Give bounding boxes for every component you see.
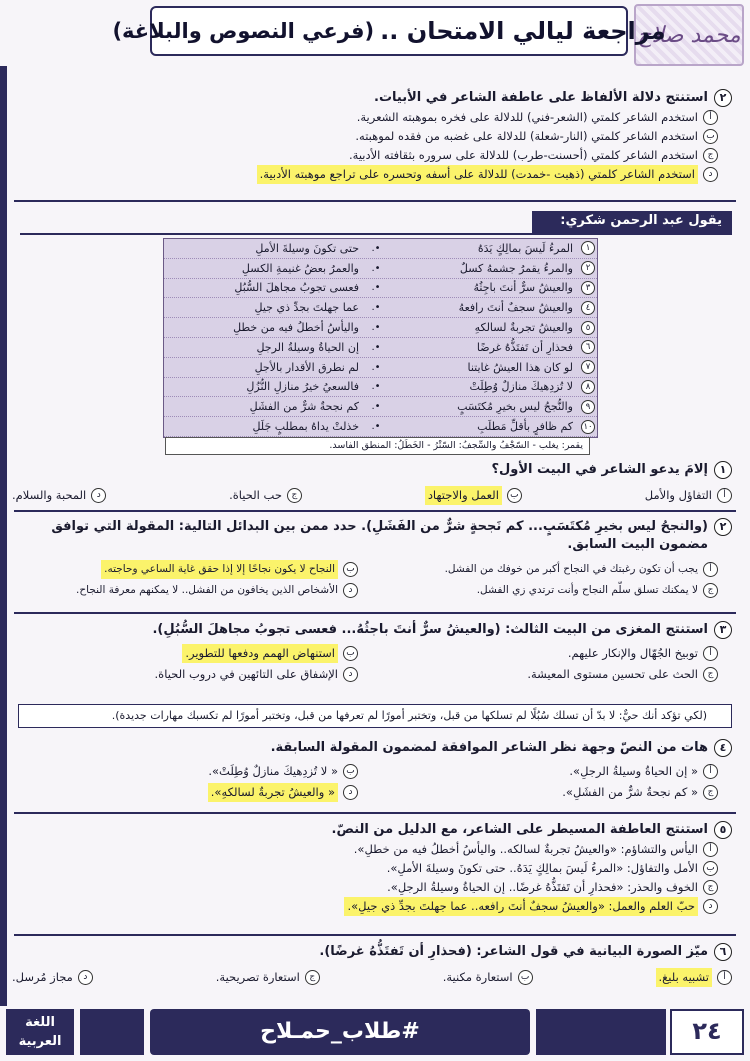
page-number: ٢٤ (670, 1009, 744, 1055)
option[interactable]: أ اليأس والتشاؤم: «والعيشُ تجربةٌ لسالكه.. واليأسُ أخطلُ فيه من خطلِ». (12, 840, 718, 859)
verse: ٣ والعيشُ سرٌّ أنتَ باجِثُهُ •. فعسى تجوبُ مجاهلَ السُّبُلِ (164, 279, 597, 299)
verse: ٢ والمرءُ يقمرُ جشمهُ كسلٌ •. والعمرُ بعضُ غنيمةِ الكسلِ (164, 259, 597, 279)
page-header (112, 6, 666, 56)
question-text: استنتج دلالة الألفاظ على عاطفة الشاعر في الأبيات. (374, 90, 708, 105)
question-text: استنتج المغزى من البيت الثالث: (والعيشُ سرٌّ أنتَ باجثُهُ... فعسى تجوبُ مجاهلَ السُّبُلِ). (152, 622, 708, 637)
option[interactable]: د المحبة والسلام. (12, 486, 106, 505)
section-divider (14, 200, 736, 202)
question-top (12, 88, 732, 184)
option[interactable]: أ توبيخ الجُهّال والإنكار عليهم. (372, 644, 718, 663)
verse: ٦ فحذارِ أن تَفتَذُّهُ غرضًا •. إن الحياةُ وسيلةُ الرجلِ (164, 338, 597, 358)
option[interactable]: أ « إن الحياةُ وسيلةُ الرجلِ». (372, 762, 718, 781)
question-text: استنتج العاطفة المسيطر على الشاعر، مع الدليل من النصّ. (331, 822, 708, 837)
option[interactable]: ب الأمل والتفاؤل: «المرءُ لَيسَ بمالِكٍ يَدَهُ.. حتى تكونَ وسيلةَ الأملِ». (12, 859, 718, 878)
footer-banner: #طلاب_حمـلاح (150, 1009, 530, 1055)
option[interactable]: ج « كم نجحةٌ شرٌّ من الفشَلِ». (372, 783, 718, 802)
section-divider (14, 510, 736, 512)
question-6: ٦ ميّز الصورة البيانية في قول الشاعر: (فحذارِ أن تَفتَذُّهُ غرضًا). أ تشبيه بليغ. ب استعارة مكنية. ج استعارة تصريحية. د مجاز مُرسل. (12, 942, 732, 987)
option-correct[interactable]: ب العمل والاجتهاد (425, 486, 522, 505)
option[interactable]: ج الخوف والحذر: «فحذارِ أن تَفتَذُّهُ غرضًا.. إن الحياةُ وسيلةُ الرجلِ». (12, 878, 718, 897)
option[interactable]: أ التفاؤل والأمل (645, 486, 732, 505)
question-number: ٢ (714, 89, 732, 107)
option-correct[interactable]: د حبّ العلم والعمل: «والعيشُ سجفٌ أنتَ رافعه.. عما جهلتَ بجدِّ ذي جيلِ». (12, 897, 718, 916)
verse: ٨ لا تُزدِهيكَ منازلٌ وُطِلَتْ •. فالسعيُ خيرُ منازلِ النُّزُلِ (164, 378, 597, 398)
quote-note: (لكي تؤكد أنك حيٌّ: لا بدّ أن تسلك سُبُلًا لم تسلكها من قبل، وتختبر أمورًا لم تعرفها من قبل، وتختبر أمورًا لم تكسبك مهارات جديدة). (18, 704, 732, 728)
option-correct[interactable]: ب النجاح لا يكون نجاحًا إلا إذا حقق غاية الساعي وحاجته. (12, 560, 358, 579)
verse: ١٠ كم ظافرٍ بأقلِّ مَطلَبِ •. خذلتْ يداهُ بمطلبٍ جَلَلِ (164, 417, 597, 437)
verse: ٤ والعيشُ سجفٌ أنتَ رافعهُ •. عما جهلتَ بجدِّ ذي جيلِ (164, 298, 597, 318)
option-correct[interactable]: د استخدم الشاعر كلمتي (ذهبت -خمدت) للدلالة على أسفه وتحسره على تراجع موهبته الأدبية. (12, 165, 718, 184)
option[interactable]: ج استعارة تصريحية. (216, 968, 320, 987)
option[interactable]: د الأشخاص الذين يخافون من الفشل.. لا يمكنهم معرفة النجاح. (12, 581, 358, 600)
option-correct[interactable]: د « والعيشُ تجربةٌ لسالكهِ». (12, 783, 358, 802)
option[interactable]: د الإشفاق على التائهين في دروب الحياة. (12, 665, 358, 684)
question-text: هات من النصّ وجهة نظر الشاعر الموافقة لمضمون المقولة السابقة. (270, 740, 708, 755)
page-spine (0, 66, 7, 1006)
subject-label: اللغة العربية (6, 1009, 74, 1055)
option[interactable]: ب استعارة مكنية. (443, 968, 533, 987)
poem-glossary: يقمر: يغلب - السّجْفُ والسِّجفُ: السّتْرُ - الخَطَلُ: المنطق الفاسد. (165, 437, 590, 455)
option[interactable]: ج الحث على تحسين مستوى المعيشة. (372, 665, 718, 684)
verse: ٥ والعيشُ تجربةٌ لسالكهِ •. واليأسُ أخطلُ فيه من خطلِ (164, 318, 597, 338)
option[interactable]: أ يجب أن تكون رغبتك في النجاح أكبر من خوفك من الفشل. (372, 560, 718, 579)
poem-heading: يقول عبد الرحمن شكري: (560, 213, 722, 228)
option[interactable]: ج استخدم الشاعر كلمتي (أحسنت-طرب) للدلالة على سروره بثقافته الأدبية. (12, 146, 718, 165)
question-5: ٥ استنتج العاطفة المسيطر على الشاعر، مع الدليل من النصّ. أ اليأس والتشاؤم: «والعيشُ تجربةٌ لسالكه.. واليأسُ أخطلُ فيه من خطلِ». ب الأمل والتفاؤل: «المرءُ لَيسَ بمالِكٍ يَدَهُ.. حتى تكونَ وسيلةَ الأملِ». ج الخوف والحذر: «فحذارِ أن تَفتَذُّهُ غرضًا.. إن الحياةُ وسيلةُ الرجلِ». د حبّ العلم والعمل: «والعيشُ سجفٌ أنتَ رافعه.. عما جهلتَ بجدِّ ذي جيلِ». (12, 820, 732, 916)
page-title: مراجعة ليالي الامتحان .. (380, 17, 666, 45)
page-subtitle: (فرعي النصوص والبلاغة) (112, 19, 375, 43)
question-text: إلامَ يدعو الشاعر في البيت الأول؟ (491, 462, 708, 477)
poem-heading-bar (20, 211, 732, 235)
question-2: ٢ (والنجحُ ليس بخيرِ مُكتَسَبٍ... كم نَجحةٍ شرٌّ من الفَشَلِ). حدد ممن بين البدائل التالية: المقولة التي توافق مضمون البيت السابق. أ يجب أن تكون رغبتك في النجاح أكبر من خوفك من الفشل. ب النجاح لا يكون نجاحًا إلا إذا حقق غاية الساعي وحاجته. ج لا يمكنك تسلق سلّم النجاح وأنت ترتدي زي الفشل. د الأشخاص الذين يخافون من الفشل.. لا يمكنهم معرفة النجاح. (12, 518, 732, 600)
option[interactable]: د مجاز مُرسل. (12, 968, 93, 987)
option[interactable]: أ استخدم الشاعر كلمتي (الشعر-فني) للدلالة على فخره بموهبته الشعرية. (12, 108, 718, 127)
option[interactable]: ب « لا تُزدِهيكَ منازلٌ وُطِلَتْ». (12, 762, 358, 781)
verse: ٩ والنُّجحُ ليس بخيرِ مُكتَسَبٍ •. كم نجحةٌ شرٌّ من الفشَلِ (164, 397, 597, 417)
poem-box (163, 238, 598, 438)
footer-bar (80, 1009, 144, 1055)
question-3: ٣ استنتج المغزى من البيت الثالث: (والعيشُ سرٌّ أنتَ باجثُهُ... فعسى تجوبُ مجاهلَ السُّبُلِ). أ توبيخ الجُهّال والإنكار عليهم. ب استنهاض الهمم ودفعها للتطوير. ج الحث على تحسين مستوى المعيشة. د الإشفاق على التائهين في دروب الحياة. (12, 620, 732, 684)
option-correct[interactable]: أ تشبيه بليغ. (656, 968, 732, 987)
verse: ٧ لو كان هذا العيشُ غايتنا •. لم نطرق الأقدار بالأجلِ (164, 358, 597, 378)
question-1: ١ إلامَ يدعو الشاعر في البيت الأول؟ أ التفاؤل والأمل ب العمل والاجتهاد ج حب الحياة. د المحبة والسلام. (12, 460, 732, 505)
option[interactable]: ب استخدم الشاعر كلمتي (النار-شعلة) للدلالة على غضبه من فقده لموهبته. (12, 127, 718, 146)
section-divider (14, 812, 736, 814)
question-text: (والنجحُ ليس بخيرِ مُكتَسَبٍ... كم نَجحةٍ شرٌّ من الفَشَلِ). حدد ممن بين البدائل التالية: المقولة التي توافق مضمون البيت السابق. (51, 519, 708, 552)
verse: ١ المرءُ لَيسَ بمالِكٍ يَدَهُ •. حتى تكونَ وسيلةَ الأملِ (164, 239, 597, 259)
question-4: ٤ هات من النصّ وجهة نظر الشاعر الموافقة لمضمون المقولة السابقة. أ « إن الحياةُ وسيلةُ الرجلِ». ب « لا تُزدِهيكَ منازلٌ وُطِلَتْ». ج « كم نجحةٌ شرٌّ من الفشَلِ». د « والعيشُ تجربةٌ لسالكهِ». (12, 738, 732, 802)
section-divider (14, 934, 736, 936)
question-text: ميّز الصورة البيانية في قول الشاعر: (فحذارِ أن تَفتَذُّهُ غرضًا). (319, 944, 708, 959)
footer-bar (536, 1009, 666, 1055)
option-correct[interactable]: ب استنهاض الهمم ودفعها للتطوير. (12, 644, 358, 663)
option[interactable]: ج حب الحياة. (229, 486, 302, 505)
section-divider (14, 612, 736, 614)
logo-signature: محمد صلاح (637, 22, 741, 48)
option[interactable]: ج لا يمكنك تسلق سلّم النجاح وأنت ترتدي زي الفشل. (372, 581, 718, 600)
